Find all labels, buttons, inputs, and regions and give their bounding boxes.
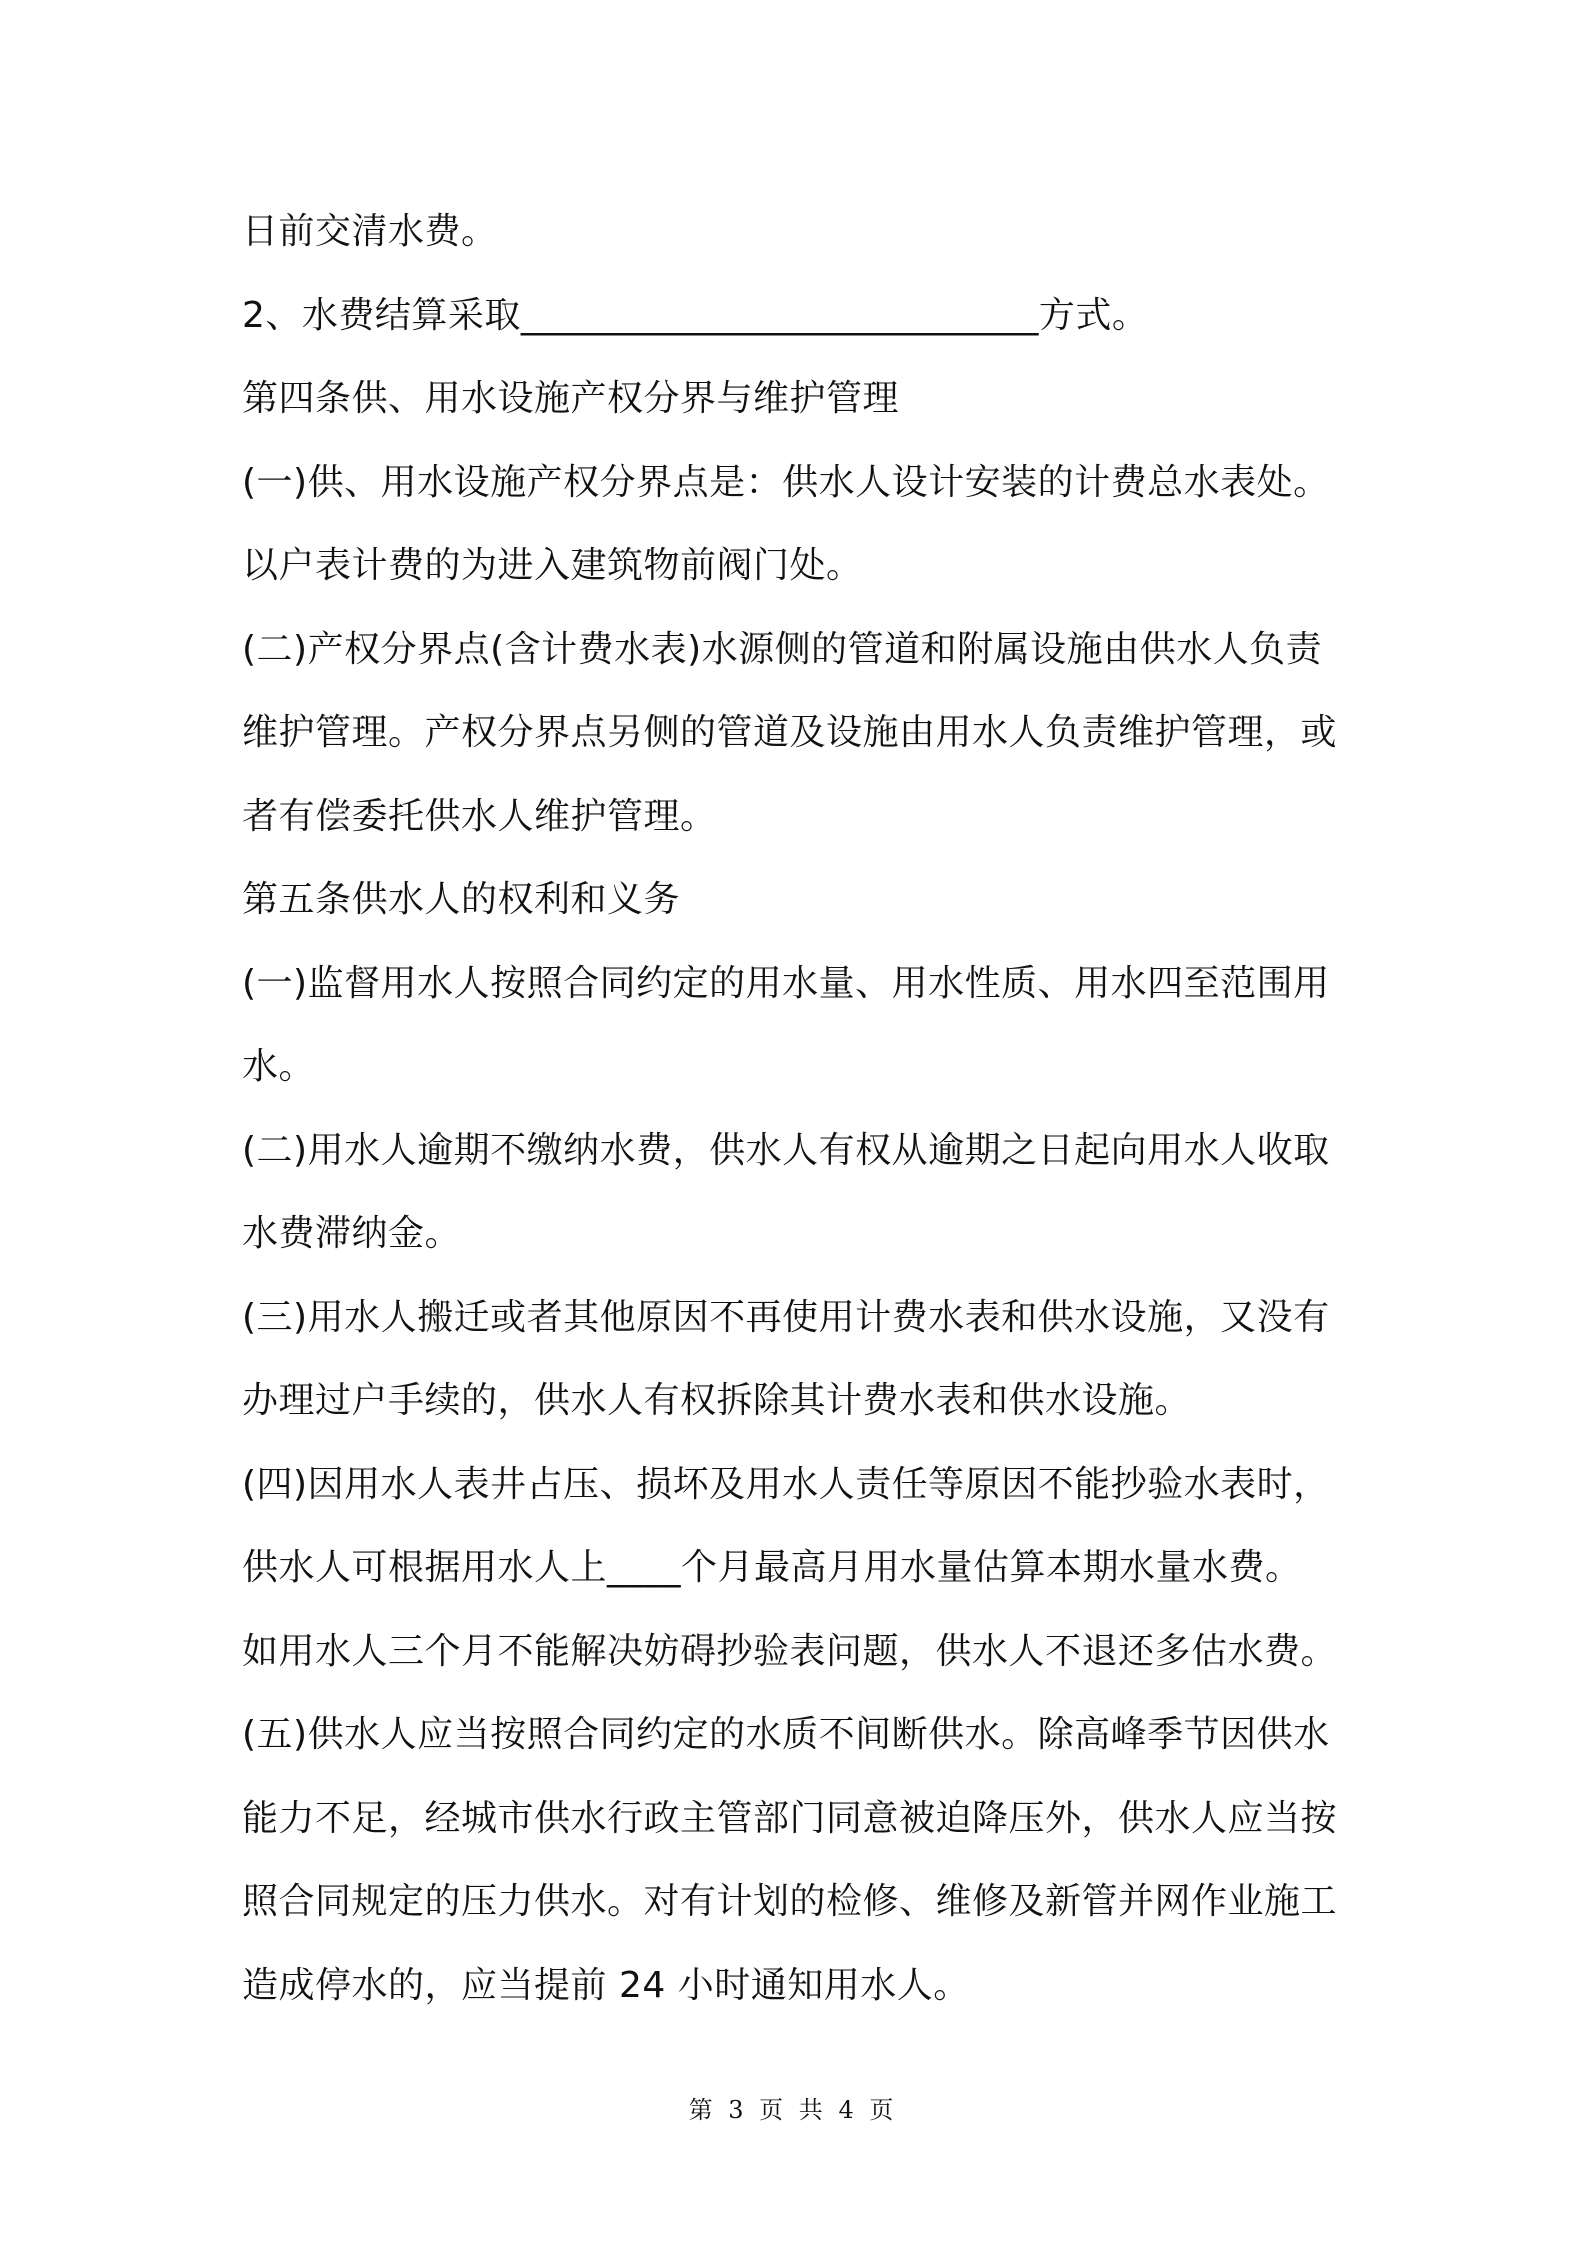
- text-line: (二)产权分界点(含计费水表)水源侧的管道和附属设施由供水人负责: [242, 628, 1323, 670]
- text-line: 维护管理。产权分界点另侧的管道及设施由用水人负责维护管理，或: [242, 712, 1338, 753]
- text-line: 2、水费结算采取____________________________方式。: [242, 294, 1149, 336]
- section-heading: 第四条供、用水设施产权分界与维护管理: [242, 378, 900, 419]
- document-body: [242, 190, 1372, 2027]
- text-line: 水。: [242, 1046, 316, 1087]
- text-line: (二)用水人逾期不缴纳水费，供水人有权从逾期之日起向用水人收取: [242, 1129, 1330, 1171]
- text-line: 办理过户手续的，供水人有权拆除其计费水表和供水设施。: [242, 1380, 1192, 1421]
- text-line: 能力不足，经城市供水行政主管部门同意被迫降压外，供水人应当按: [242, 1797, 1338, 1839]
- text-line: 水费滞纳金。: [242, 1213, 462, 1254]
- text-line: (四)因用水人表井占压、损坏及用水人责任等原因不能抄验水表时，: [242, 1463, 1330, 1505]
- text-line: (一)供、用水设施产权分界点是：供水人设计安装的计费总水表处。: [242, 461, 1330, 503]
- text-line: 以户表计费的为进入建筑物前阀门处。: [242, 545, 863, 586]
- text-line: 如用水人三个月不能解决妨碍抄验表问题，供水人不退还多估水费。: [242, 1630, 1338, 1672]
- text-line: 造成停水的，应当提前 24 小时通知用水人。: [242, 1964, 970, 2006]
- text-line: 供水人可根据用水人上____个月最高月用水量估算本期水量水费。: [242, 1547, 1302, 1588]
- text-line: (一)监督用水人按照合同约定的用水量、用水性质、用水四至范围用: [242, 962, 1330, 1004]
- text-line: 日前交清水费。: [242, 211, 498, 252]
- text-line: (五)供水人应当按照合同约定的水质不间断供水。除高峰季节因供水: [242, 1714, 1330, 1755]
- text-line: 者有偿委托供水人维护管理。: [242, 795, 717, 837]
- page-number-footer: 第 3 页 共 4 页: [688, 2096, 898, 2124]
- section-heading: 第五条供水人的权利和义务: [242, 879, 681, 920]
- text-line: 照合同规定的压力供水。对有计划的检修、维修及新管并网作业施工: [242, 1881, 1338, 1922]
- text-line: (三)用水人搬迁或者其他原因不再使用计费水表和供水设施，又没有: [242, 1296, 1330, 1338]
